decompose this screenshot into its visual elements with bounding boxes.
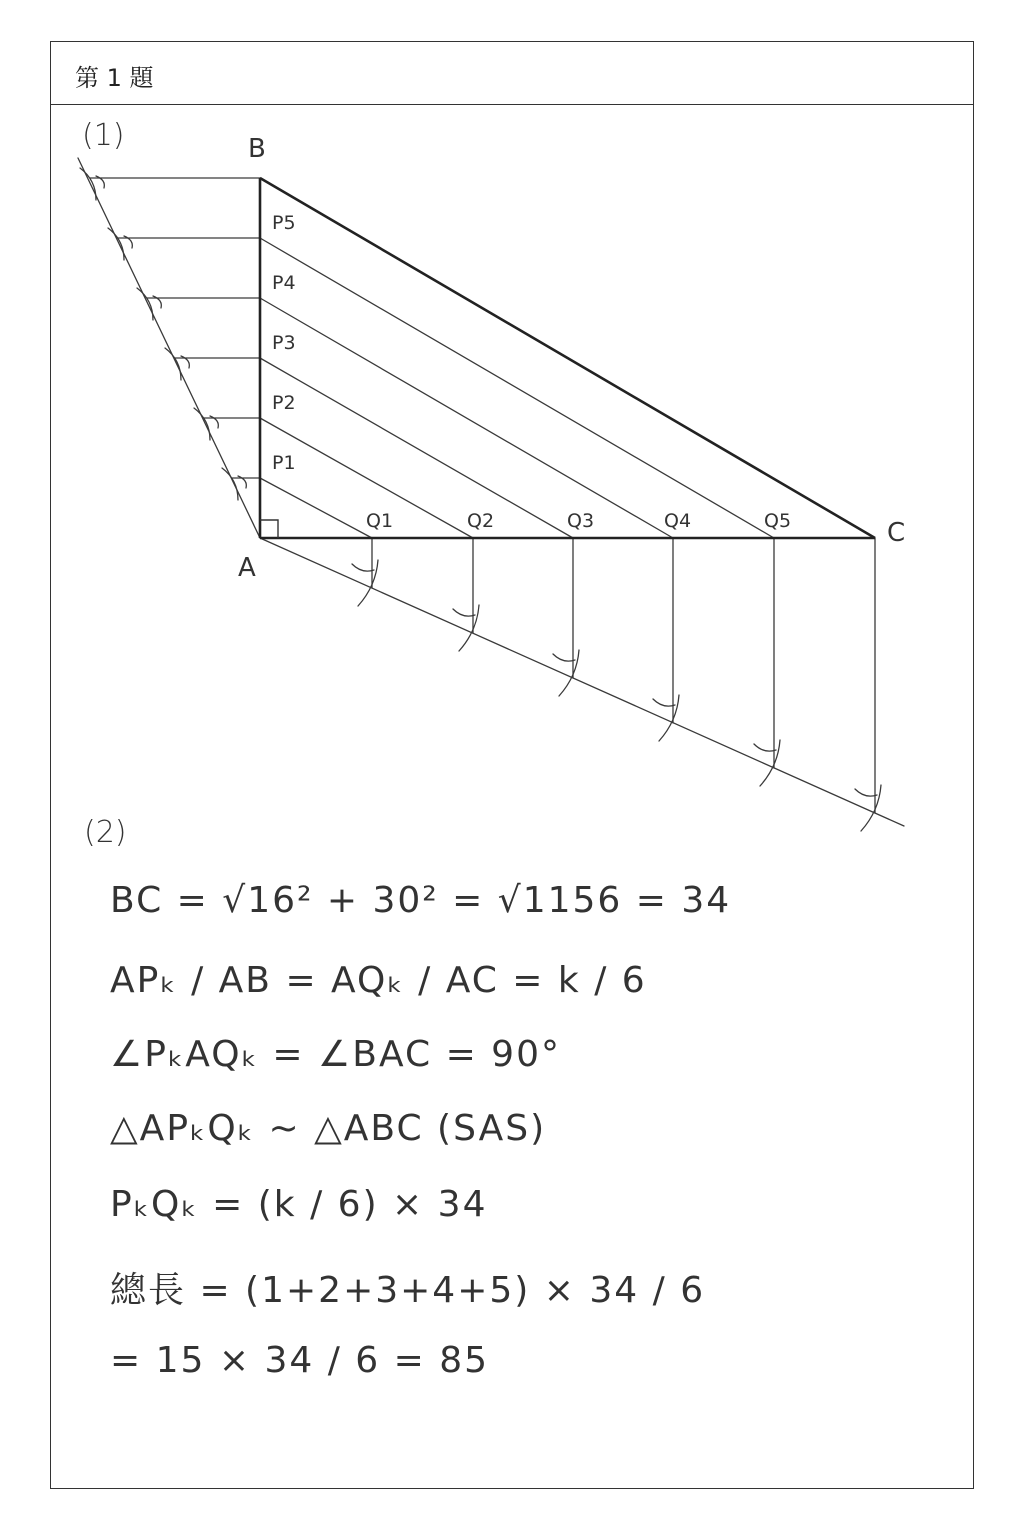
work-line-4: △APₖQₖ ~ △ABC (SAS) bbox=[110, 1108, 547, 1149]
point-p1-label: P1 bbox=[272, 452, 296, 474]
aux-ray-left bbox=[78, 158, 260, 538]
arc-bottom-6b bbox=[855, 789, 877, 796]
arc-bottom-2b bbox=[453, 609, 475, 616]
segment-p4q4 bbox=[260, 298, 673, 538]
point-q2-label: Q2 bbox=[467, 510, 495, 532]
question-title: 第 1 題 bbox=[75, 64, 154, 92]
point-p3-label: P3 bbox=[272, 332, 296, 354]
work-line-2: APₖ / AB = AQₖ / AC = k / 6 bbox=[110, 960, 647, 1001]
point-q3-label: Q3 bbox=[567, 510, 595, 532]
point-b-label: B bbox=[248, 134, 266, 164]
arc-left-2 bbox=[108, 228, 124, 260]
work-line-6: 總長 = (1+2+3+4+5) × 34 / 6 bbox=[110, 1270, 706, 1311]
work-line-5: PₖQₖ = (k / 6) × 34 bbox=[110, 1184, 488, 1225]
point-c-label: C bbox=[887, 518, 906, 548]
aux-ray-bottom bbox=[260, 538, 904, 826]
arc-left-4 bbox=[165, 348, 181, 380]
arc-left-3 bbox=[137, 288, 153, 320]
side-bc bbox=[260, 178, 875, 538]
segment-p3q3 bbox=[260, 358, 573, 538]
point-q5-label: Q5 bbox=[764, 510, 792, 532]
arc-bottom-5b bbox=[754, 744, 776, 751]
arc-bottom-4b bbox=[653, 699, 675, 706]
point-q1-label: Q1 bbox=[366, 510, 394, 532]
segment-p1q1 bbox=[260, 478, 372, 538]
right-angle-marker bbox=[260, 520, 278, 538]
point-p5-label: P5 bbox=[272, 212, 296, 234]
point-p2-label: P2 bbox=[272, 392, 296, 414]
arc-bottom-1b bbox=[352, 564, 374, 571]
arc-left-1 bbox=[80, 168, 96, 200]
arc-left-6 bbox=[222, 468, 238, 500]
work-line-7: = 15 × 34 / 6 = 85 bbox=[110, 1340, 490, 1381]
arc-bottom-3b bbox=[553, 654, 575, 661]
arc-left-5 bbox=[194, 408, 210, 440]
work-line-3: ∠PₖAQₖ = ∠BAC = 90° bbox=[110, 1034, 561, 1075]
segment-p5q5 bbox=[260, 238, 774, 538]
work-line-1: BC = √16² + 30² = √1156 = 34 bbox=[110, 880, 732, 921]
part2-label: (2) bbox=[84, 815, 127, 850]
point-a-label: A bbox=[238, 553, 256, 583]
part1-label: (1) bbox=[82, 118, 125, 153]
point-p4-label: P4 bbox=[272, 272, 296, 294]
point-q4-label: Q4 bbox=[664, 510, 692, 532]
